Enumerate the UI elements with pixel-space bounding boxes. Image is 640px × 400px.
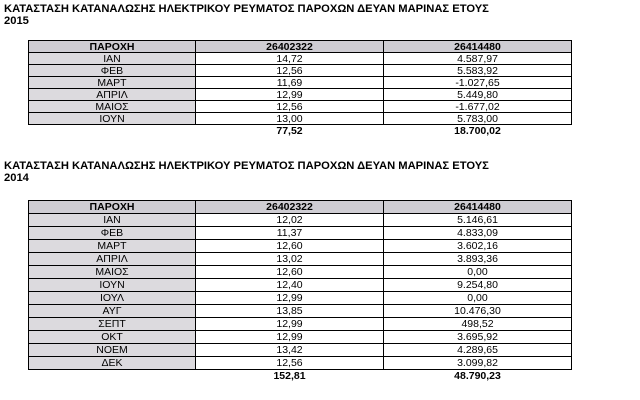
meter-26402322-cell: 12,99 [196,292,384,305]
table-header-row [29,201,572,214]
meter-26414480-cell: 4.587,97 [384,53,572,65]
totals-label-cell [29,125,196,137]
column-header: 26402322 [196,201,384,214]
month-cell: ΜΑΡΤ [29,240,196,253]
table-row [29,253,572,266]
meter-26414480-cell: -1.027,65 [384,77,572,89]
meter-26402322-cell: 13,02 [196,253,384,266]
table-row [29,318,572,331]
meter-26402322-cell: 12,56 [196,65,384,77]
meter-26414480-cell: 3.893,36 [384,253,572,266]
month-cell: ΙΟΥΛ [29,292,196,305]
month-cell: ΙΟΥΝ [29,279,196,292]
consumption-table-2014 [28,200,572,382]
meter-26414480-cell: 3.695,92 [384,331,572,344]
section-title-2015: ΚΑΤΑΣΤΑΣΗ ΚΑΤΑΝΑΛΩΣΗΣ ΗΛΕΚΤΡΙΚΟΥ ΡΕΥΜΑΤΟΣ ΠΑΡΟΧΩΝ ΔΕΥΑΝ ΜΑΡΙΝΑΣ ΕΤΟΥΣ 2015 [4,3,489,27]
total-value: 152,81 [273,369,306,382]
meter-26414480-cell: 5.146,61 [384,214,572,227]
meter-26414480-cell: -1.677,02 [384,101,572,113]
month-cell: ΙΑΝ [29,214,196,227]
meter-26402322-cell: 11,37 [196,227,384,240]
table-row [29,113,572,125]
table-row [29,357,572,370]
month-cell: ΜΑΙΟΣ [29,266,196,279]
meter-26402322-cell: 12,56 [196,101,384,113]
meter-26402322-cell: 14,72 [196,53,384,65]
month-cell: ΑΠΡΙΛ [29,253,196,266]
table-row [29,292,572,305]
meter-26402322-cell: 13,00 [196,113,384,125]
meter-26402322-cell: 12,99 [196,331,384,344]
month-cell: ΜΑΙΟΣ [29,101,196,113]
meter-26414480-cell: 5.783,00 [384,113,572,125]
meter-26414480-cell: 3.602,16 [384,240,572,253]
meter-26402322-cell: 11,69 [196,77,384,89]
month-cell: ΟΚΤ [29,331,196,344]
table-row [29,240,572,253]
table-row [29,331,572,344]
column-header: 26414480 [384,201,572,214]
table-row [29,279,572,292]
total-value: 48.790,23 [454,369,501,382]
meter-26414480-cell: 5.449,80 [384,89,572,101]
table-header-row [29,41,572,53]
table-row [29,266,572,279]
month-cell: ΣΕΠΤ [29,318,196,331]
meter-26402322-cell: 12,02 [196,214,384,227]
column-header: ΠΑΡΟΧΗ [29,201,196,214]
table-row [29,344,572,357]
meter-26402322-cell: 12,99 [196,89,384,101]
totals-label-cell [29,370,196,383]
month-cell: ΝΟΕΜ [29,344,196,357]
total-value: 77,52 [276,124,303,136]
column-header: 26402322 [196,41,384,53]
meter-26414480-cell: 10.476,30 [384,305,572,318]
month-cell: ΙΑΝ [29,53,196,65]
table-row [29,65,572,77]
meter-26402322-cell: 13,42 [196,344,384,357]
meter-26414480-cell: 4.289,65 [384,344,572,357]
meter-26402322-cell: 12,56 [196,357,384,370]
meter-26402322-cell: 12,60 [196,266,384,279]
table-row [29,89,572,101]
meter-26414480-cell: 9.254,80 [384,279,572,292]
table-row [29,227,572,240]
table-row [29,77,572,89]
meter-26414480-cell: 3.099,82 [384,357,572,370]
month-cell: ΑΠΡΙΛ [29,89,196,101]
month-cell: ΑΥΓ [29,305,196,318]
month-cell: ΜΑΡΤ [29,77,196,89]
meter-26414480-cell: 498,52 [384,318,572,331]
meter-26414480-cell: 0,00 [384,266,572,279]
month-cell: ΔΕΚ [29,357,196,370]
column-header: ΠΑΡΟΧΗ [29,41,196,53]
consumption-table-2015 [28,40,572,136]
month-cell: ΦΕΒ [29,227,196,240]
meter-26402322-cell: 12,99 [196,318,384,331]
table-row [29,214,572,227]
table-row [29,305,572,318]
meter-26414480-cell: 4.833,09 [384,227,572,240]
table-row [29,101,572,113]
meter-26414480-cell: 0,00 [384,292,572,305]
table-row [29,53,572,65]
section-title-2014: ΚΑΤΑΣΤΑΣΗ ΚΑΤΑΝΑΛΩΣΗΣ ΗΛΕΚΤΡΙΚΟΥ ΡΕΥΜΑΤΟΣ ΠΑΡΟΧΩΝ ΔΕΥΑΝ ΜΑΡΙΝΑΣ ΕΤΟΥΣ 2014 [4,160,489,184]
total-value: 18.700,02 [454,124,501,136]
month-cell: ΦΕΒ [29,65,196,77]
totals-row [29,125,572,137]
meter-26402322-cell: 12,60 [196,240,384,253]
month-cell: ΙΟΥΝ [29,113,196,125]
meter-26402322-cell: 12,40 [196,279,384,292]
totals-row [29,370,572,383]
meter-26414480-cell: 5.583,92 [384,65,572,77]
column-header: 26414480 [384,41,572,53]
meter-26402322-cell: 13,85 [196,305,384,318]
